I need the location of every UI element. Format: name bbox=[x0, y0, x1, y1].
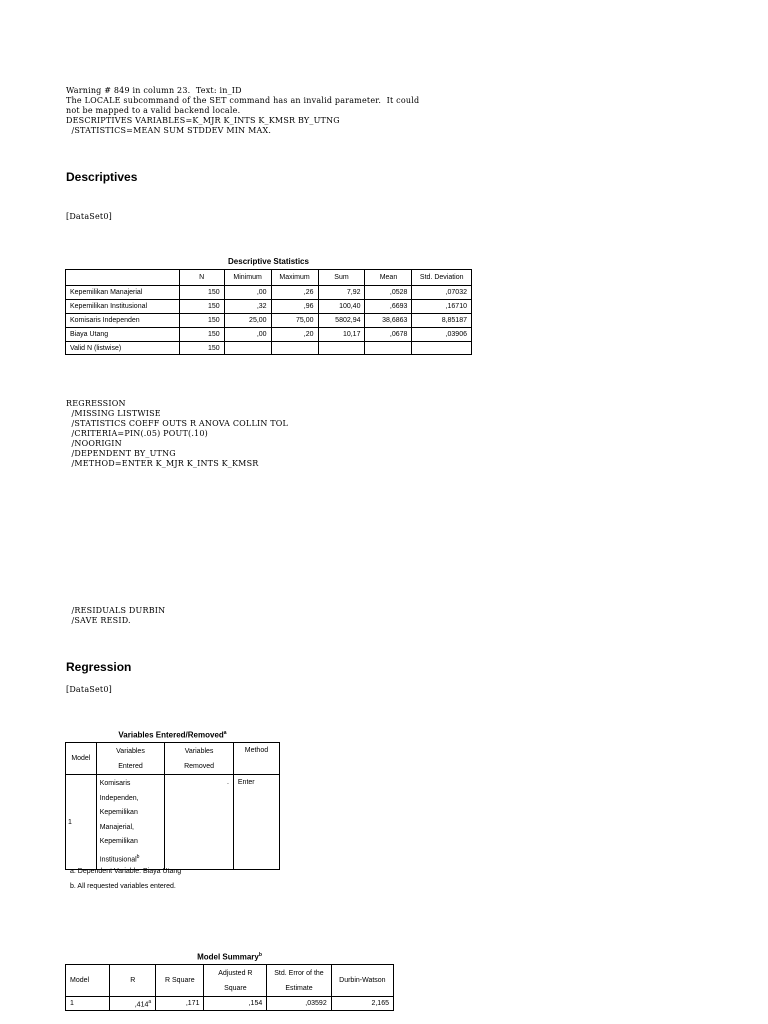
cell: 1 bbox=[66, 997, 110, 1011]
descriptive-statistics-table bbox=[65, 269, 472, 355]
syntax-line: /DEPENDENT BY_UTNG bbox=[66, 449, 176, 458]
cell: Enter bbox=[233, 775, 279, 870]
model-summary-table bbox=[65, 964, 394, 1011]
column-header: Variables Entered bbox=[96, 743, 165, 775]
cell: 2,165 bbox=[331, 997, 393, 1011]
table-title: Variables Entered/Removed$^a$ bbox=[118, 730, 227, 740]
column-header: Sum bbox=[318, 270, 365, 286]
cell: 1 bbox=[66, 775, 97, 870]
column-header: N bbox=[179, 270, 224, 286]
syntax-line: /MISSING LISTWISE bbox=[66, 409, 161, 418]
dataset-label: [DataSet0] bbox=[66, 685, 112, 694]
syntax-line: /NOORIGIN bbox=[66, 439, 122, 448]
cell: ,0678 bbox=[365, 328, 412, 342]
cell: ,03906 bbox=[412, 328, 472, 342]
cell: ,0528 bbox=[365, 286, 412, 300]
column-header: R Square bbox=[156, 965, 204, 997]
cell: 10,17 bbox=[318, 328, 365, 342]
column-header: Std. Error of the Estimate bbox=[267, 965, 331, 997]
descriptives-heading: Descriptives bbox=[66, 170, 138, 184]
cell: 5802,94 bbox=[318, 314, 365, 328]
cell: ,414$^a$ bbox=[110, 997, 156, 1011]
table-header-row bbox=[66, 965, 394, 997]
table-footnote: b. All requested variables entered. bbox=[70, 883, 176, 890]
table-row bbox=[66, 775, 280, 870]
log-line: not be mapped to a valid backend locale. bbox=[66, 106, 241, 115]
column-header: Mean bbox=[365, 270, 412, 286]
table-title: Model Summary$^b$ bbox=[197, 952, 262, 962]
table-header-row bbox=[66, 270, 472, 286]
cell: Komisaris Independen, Kepemilikan Manajerial, Kepemilikan Institusional$^b$ bbox=[96, 775, 165, 870]
syntax-line: /STATISTICS COEFF OUTS R ANOVA COLLIN TOL bbox=[66, 419, 289, 428]
column-header bbox=[66, 270, 180, 286]
cell bbox=[224, 342, 271, 355]
cell: 75,00 bbox=[271, 314, 318, 328]
variables-entered-table bbox=[65, 742, 280, 870]
cell: 38,6863 bbox=[365, 314, 412, 328]
row-label: Biaya Utang bbox=[66, 328, 180, 342]
cell bbox=[318, 342, 365, 355]
cell: ,20 bbox=[271, 328, 318, 342]
column-header: Model bbox=[66, 965, 110, 997]
log-line: DESCRIPTIVES VARIABLES=K_MJR K_INTS K_KMSR BY_UTNG bbox=[66, 116, 340, 125]
table-row bbox=[66, 300, 472, 314]
syntax-line: /SAVE RESID. bbox=[66, 616, 131, 625]
row-label: Kepemilikan Manajerial bbox=[66, 286, 180, 300]
cell: 8,85187 bbox=[412, 314, 472, 328]
cell: 150 bbox=[179, 300, 224, 314]
column-header: Variables Removed bbox=[165, 743, 234, 775]
syntax-line: REGRESSION bbox=[66, 399, 126, 408]
column-header: R bbox=[110, 965, 156, 997]
syntax-line: /CRITERIA=PIN(.05) POUT(.10) bbox=[66, 429, 208, 438]
cell: ,00 bbox=[224, 328, 271, 342]
log-line: The LOCALE subcommand of the SET command has an invalid parameter. It could bbox=[66, 96, 420, 105]
table-row bbox=[66, 286, 472, 300]
syntax-line: /RESIDUALS DURBIN bbox=[66, 606, 166, 615]
cell: ,16710 bbox=[412, 300, 472, 314]
column-header: Maximum bbox=[271, 270, 318, 286]
row-label: Valid N (listwise) bbox=[66, 342, 180, 355]
regression-heading: Regression bbox=[66, 660, 132, 674]
cell: 7,92 bbox=[318, 286, 365, 300]
column-header: Adjusted R Square bbox=[204, 965, 267, 997]
table-title: Descriptive Statistics bbox=[228, 257, 309, 266]
cell bbox=[412, 342, 472, 355]
row-label: Komisaris Independen bbox=[66, 314, 180, 328]
cell bbox=[271, 342, 318, 355]
cell: 150 bbox=[179, 286, 224, 300]
cell: 150 bbox=[179, 314, 224, 328]
cell: ,96 bbox=[271, 300, 318, 314]
cell: ,07032 bbox=[412, 286, 472, 300]
cell: ,32 bbox=[224, 300, 271, 314]
syntax-line: /METHOD=ENTER K_MJR K_INTS K_KMSR bbox=[66, 459, 259, 468]
table-header-row bbox=[66, 743, 280, 775]
cell bbox=[365, 342, 412, 355]
column-header: Durbin-Watson bbox=[331, 965, 393, 997]
row-label: Kepemilikan Institusional bbox=[66, 300, 180, 314]
column-header: Method bbox=[233, 743, 279, 775]
cell: 100,40 bbox=[318, 300, 365, 314]
cell: ,171 bbox=[156, 997, 204, 1011]
table-row bbox=[66, 314, 472, 328]
cell: ,00 bbox=[224, 286, 271, 300]
cell: 25,00 bbox=[224, 314, 271, 328]
dataset-label: [DataSet0] bbox=[66, 212, 112, 221]
cell: ,154 bbox=[204, 997, 267, 1011]
table-row bbox=[66, 997, 394, 1011]
log-line: Warning # 849 in column 23. Text: in_ID bbox=[66, 86, 242, 95]
cell: 150 bbox=[179, 342, 224, 355]
table-row bbox=[66, 342, 472, 355]
cell: ,6693 bbox=[365, 300, 412, 314]
cell: ,26 bbox=[271, 286, 318, 300]
cell: 150 bbox=[179, 328, 224, 342]
cell: . bbox=[165, 775, 234, 870]
column-header: Std. Deviation bbox=[412, 270, 472, 286]
column-header: Minimum bbox=[224, 270, 271, 286]
log-line: /STATISTICS=MEAN SUM STDDEV MIN MAX. bbox=[66, 126, 272, 135]
table-row bbox=[66, 328, 472, 342]
table-footnote: a. Dependent Variable: Biaya Utang bbox=[70, 868, 182, 875]
column-header: Model bbox=[66, 743, 97, 775]
cell: ,03592 bbox=[267, 997, 331, 1011]
